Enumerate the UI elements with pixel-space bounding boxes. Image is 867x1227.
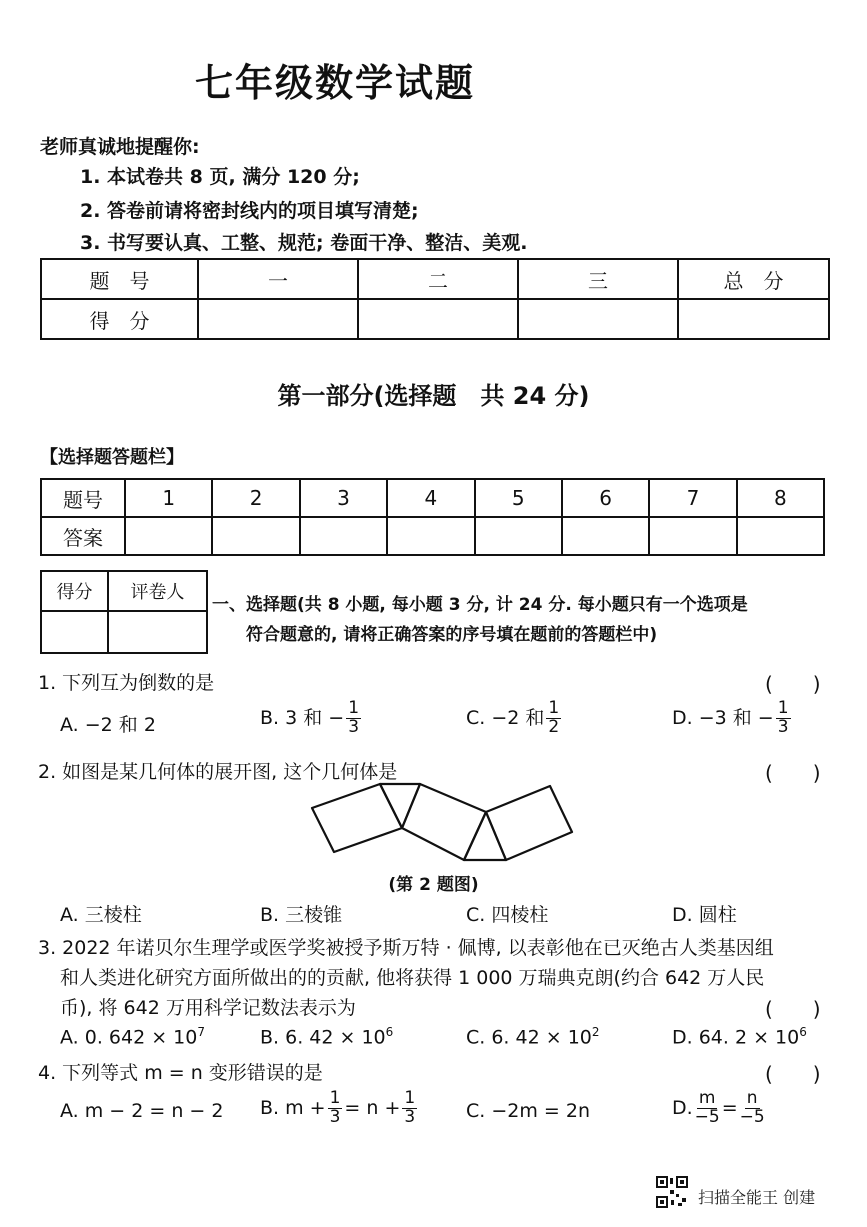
option-text: = n +	[344, 1096, 401, 1119]
score-cell[interactable]	[518, 299, 678, 339]
grader-score-cell[interactable]	[41, 611, 108, 653]
question-4-option-d[interactable]	[672, 1090, 767, 1127]
question-1-answer-paren[interactable]: ( )	[765, 672, 821, 696]
scanner-watermark: 扫描全能王 创建	[698, 1188, 816, 1207]
question-3-stem-line2: 和人类进化研究方面所做出的的贡献, 他将获得 1 000 万瑞典克朗(约合 642 万人民	[60, 967, 765, 989]
score-table-row-head: 得 分	[41, 299, 198, 339]
score-cell[interactable]	[358, 299, 518, 339]
exponent: 7	[197, 1025, 205, 1039]
question-4-option-a[interactable]: A. m − 2 = n − 2	[60, 1100, 224, 1122]
answer-number: 3	[300, 479, 387, 517]
option-text: D. −3 和 −	[672, 706, 774, 729]
score-cell[interactable]	[198, 299, 358, 339]
prism-net-figure	[310, 780, 580, 865]
answer-table-row-head: 题号	[41, 479, 125, 517]
numerator: 1	[548, 698, 560, 718]
question-1-option-b[interactable]	[260, 700, 363, 737]
exponent: 6	[799, 1025, 807, 1039]
score-table-col: 一	[198, 259, 358, 299]
reminder-heading: 老师真诚地提醒你:	[40, 136, 200, 158]
denominator: 2	[548, 716, 560, 737]
answer-number: 4	[387, 479, 474, 517]
fraction	[402, 1090, 417, 1127]
score-table	[40, 258, 830, 340]
grader-name-label: 评卷人	[108, 571, 207, 611]
answer-cell[interactable]	[737, 517, 824, 555]
question-4-answer-paren[interactable]: ( )	[765, 1062, 821, 1086]
option-text: C. −2 和	[466, 706, 545, 729]
answer-cell[interactable]	[475, 517, 562, 555]
numerator: 1	[404, 1088, 416, 1108]
option-text: C. 6. 42 × 10	[466, 1026, 592, 1049]
question-3-option-a[interactable]	[60, 1025, 205, 1048]
figure-caption: (第 2 题图)	[388, 875, 479, 895]
question-2-option-c[interactable]: C. 四棱柱	[466, 904, 549, 926]
fraction	[546, 700, 561, 737]
question-3-stem-line1: 3. 2022 年诺贝尔生理学或医学奖被授予斯万特 · 佩博, 以表彰他在已灭绝古人类基因组	[38, 937, 774, 959]
denominator: 3	[348, 716, 360, 737]
question-3-option-d[interactable]	[672, 1025, 807, 1048]
qr-code-icon	[656, 1176, 688, 1208]
denominator: 3	[404, 1106, 416, 1127]
net-left-rectangle	[312, 784, 402, 852]
question-4-option-c[interactable]: C. −2m = 2n	[466, 1100, 590, 1122]
numerator: 1	[777, 698, 789, 718]
question-2-stem: 2. 如图是某几何体的展开图, 这个几何体是	[38, 761, 398, 783]
answer-cell[interactable]	[387, 517, 474, 555]
numerator: 1	[348, 698, 360, 718]
section-instruction-line2: 符合题意的, 请将正确答案的序号填在题前的答题栏中)	[246, 625, 658, 645]
question-3-answer-paren[interactable]: ( )	[765, 997, 821, 1021]
denominator: −5	[739, 1106, 765, 1127]
grader-box	[40, 570, 208, 654]
question-4-option-b[interactable]	[260, 1090, 419, 1127]
question-2-option-a[interactable]: A. 三棱柱	[60, 904, 142, 926]
question-4-stem: 4. 下列等式 m = n 变形错误的是	[38, 1062, 323, 1084]
net-upper-triangle	[380, 784, 420, 828]
numerator: n	[746, 1088, 758, 1108]
question-3-option-b[interactable]	[260, 1025, 393, 1048]
question-3-option-c[interactable]	[466, 1025, 600, 1048]
exponent: 6	[385, 1025, 394, 1039]
numerator: 1	[329, 1088, 341, 1108]
answer-number: 2	[212, 479, 299, 517]
answer-cell[interactable]	[125, 517, 212, 555]
fraction	[740, 1090, 765, 1127]
answer-table-row-head: 答案	[41, 517, 125, 555]
part-title: 第一部分(选择题 共 24 分)	[277, 382, 590, 410]
option-text: A. 0. 642 × 10	[60, 1026, 198, 1049]
option-text: B. m +	[260, 1096, 326, 1119]
fraction	[776, 700, 791, 737]
page-title: 七年级数学试题	[194, 61, 475, 105]
reminder-item-1: 1. 本试卷共 8 页, 满分 120 分;	[80, 166, 360, 188]
denominator: −5	[694, 1106, 720, 1127]
option-text: D.	[672, 1096, 693, 1119]
answer-cell[interactable]	[562, 517, 649, 555]
numerator: m	[698, 1088, 716, 1108]
net-right-rectangle	[486, 786, 572, 860]
question-2-option-b[interactable]: B. 三棱锥	[260, 904, 343, 926]
section-instruction-line1: 一、选择题(共 8 小题, 每小题 3 分, 计 24 分. 每小题只有一个选项是	[212, 595, 748, 615]
fraction	[328, 1090, 343, 1127]
option-text: =	[721, 1096, 738, 1119]
net-lower-triangle	[464, 812, 506, 860]
grader-score-label: 得分	[41, 571, 108, 611]
answer-cell[interactable]	[649, 517, 736, 555]
question-1-option-a[interactable]: A. −2 和 2	[60, 714, 156, 736]
answer-cell[interactable]	[212, 517, 299, 555]
question-2-option-d[interactable]: D. 圆柱	[672, 904, 737, 926]
net-middle-rectangle	[402, 784, 486, 860]
answer-number: 6	[562, 479, 649, 517]
reminder-item-3: 3. 书写要认真、工整、规范; 卷面干净、整洁、美观.	[80, 232, 528, 254]
answer-table	[40, 478, 825, 556]
denominator: 3	[329, 1106, 341, 1127]
score-table-row-head: 题 号	[41, 259, 198, 299]
option-text: D. 64. 2 × 10	[672, 1026, 800, 1049]
answer-bar-heading: 【选择题答题栏】	[40, 447, 184, 468]
fraction	[346, 700, 361, 737]
question-1-option-d[interactable]	[672, 700, 793, 737]
question-1-stem: 1. 下列互为倒数的是	[38, 672, 215, 694]
score-cell[interactable]	[678, 299, 829, 339]
answer-number: 1	[125, 479, 212, 517]
question-3-stem-line3: 币), 将 642 万用科学记数法表示为	[60, 997, 356, 1019]
score-table-col: 总 分	[678, 259, 829, 299]
fraction	[695, 1090, 720, 1127]
answer-cell[interactable]	[300, 517, 387, 555]
answer-number: 5	[475, 479, 562, 517]
answer-number: 7	[649, 479, 736, 517]
option-text: B. 3 和 −	[260, 706, 345, 729]
denominator: 3	[777, 716, 789, 737]
question-2-answer-paren[interactable]: ( )	[765, 761, 821, 785]
score-table-col: 三	[518, 259, 678, 299]
answer-number: 8	[737, 479, 824, 517]
option-text: B. 6. 42 × 10	[260, 1026, 386, 1049]
reminder-item-2: 2. 答卷前请将密封线内的项目填写清楚;	[80, 200, 419, 222]
grader-name-cell[interactable]	[108, 611, 207, 653]
score-table-col: 二	[358, 259, 518, 299]
exponent: 2	[591, 1025, 600, 1039]
question-1-option-c[interactable]	[466, 700, 563, 737]
